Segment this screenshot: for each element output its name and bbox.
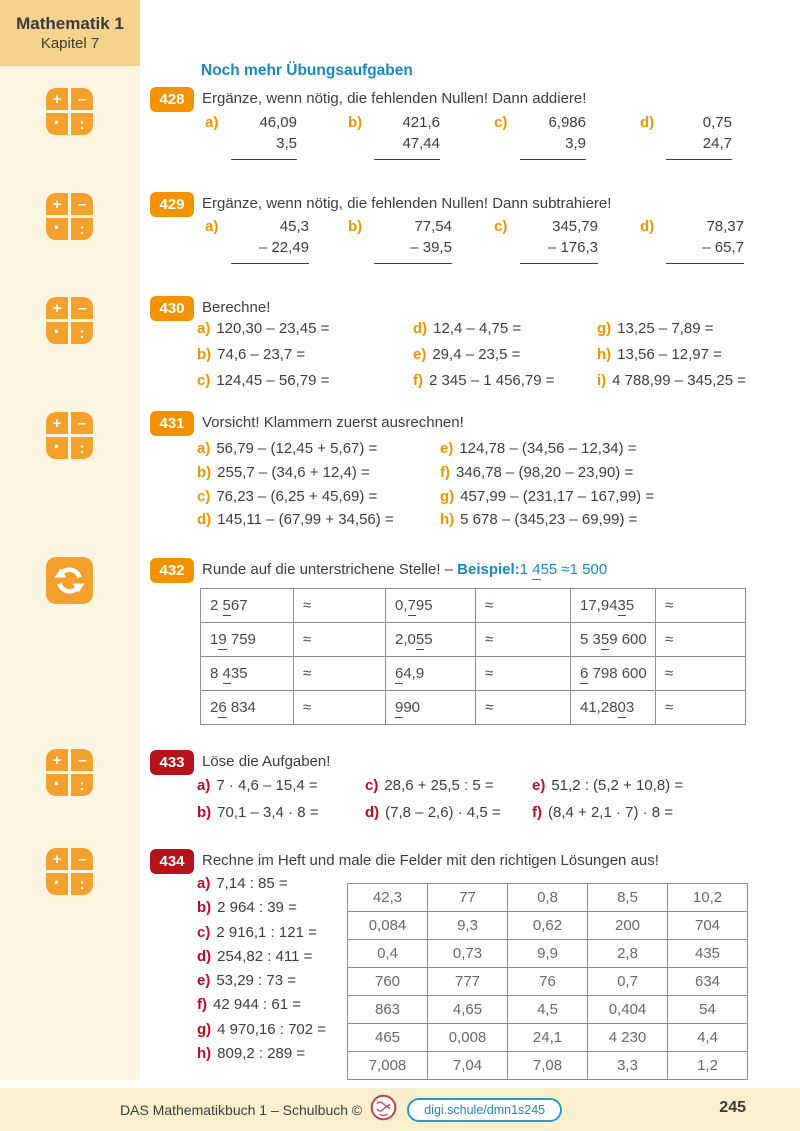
expression: 76,23 – (6,25 + 45,69) = [216, 487, 378, 505]
grid-cell: 0,62 [508, 912, 588, 940]
math-item: f) (8,4 + 2,1 · 7) · 8 = [532, 804, 674, 821]
expression: 346,78 – (98,20 – 23,90) = [456, 463, 634, 481]
exercise-430-instruction: Berechne! [202, 299, 271, 316]
example-value: 1 455 ≈1 500 [519, 561, 608, 578]
math-item: b) 74,6 – 23,7 = [197, 346, 306, 363]
grid-cell: 0,404 [588, 996, 668, 1024]
exercise-badge-432: 432 [150, 558, 194, 583]
table-row [348, 968, 748, 996]
minuend: 78,37 [706, 218, 744, 235]
calculator-operations-icon: + – · : [46, 848, 93, 895]
exercise-429-instruction: Ergänze, wenn nötig, die fehlenden Nullen! Dann subtrahiere! [202, 195, 612, 212]
grid-cell: 4,4 [668, 1024, 748, 1052]
grid-cell: 465 [348, 1024, 428, 1052]
math-item: b) 255,7 – (34,6 + 12,4) = [197, 463, 370, 481]
expression: 70,1 – 3,4 · 8 = [217, 804, 319, 821]
grid-cell: 4,65 [428, 996, 508, 1024]
grid-cell: 760 [348, 968, 428, 996]
table-row [348, 1052, 748, 1080]
grid-cell: 0,73 [428, 940, 508, 968]
grid-cell: 9,9 [508, 940, 588, 968]
instruction-text: Runde auf die unterstrichene Stelle! – [202, 561, 453, 578]
grid-cell: 435 [668, 940, 748, 968]
exercise-badge-430: 430 [150, 296, 194, 321]
item-label: c) [494, 114, 508, 131]
addition-problem [640, 114, 732, 160]
subtrahend: – 65,7 [702, 239, 744, 256]
math-item: h) 13,56 – 12,97 = [597, 346, 722, 363]
math-item: d) 145,11 – (67,99 + 34,56) = [197, 511, 394, 529]
table-row [201, 691, 746, 725]
math-item: c) 2 916,1 : 121 = [197, 923, 317, 941]
exercise-430-col1 [197, 320, 329, 398]
math-item: d) 12,4 – 4,75 = [413, 320, 522, 337]
grid-cell: 1,2 [668, 1052, 748, 1080]
expression: 124,78 – (34,56 – 12,34) = [459, 440, 637, 457]
item-label: b) [348, 114, 363, 131]
minuend: 345,79 [552, 218, 598, 235]
math-item: a) 7,14 : 85 = [197, 875, 288, 892]
grid-cell: 634 [668, 968, 748, 996]
grid-cell: 0,8 [508, 884, 588, 912]
math-item: d) 254,82 : 411 = [197, 947, 313, 965]
math-item: b) 70,1 – 3,4 · 8 = [197, 804, 319, 821]
exercise-434-list [197, 875, 326, 1069]
math-item: h) 5 678 – (345,23 – 69,99) = [440, 511, 638, 529]
exercise-432-instruction [202, 561, 607, 578]
exercise-badge-434: 434 [150, 849, 194, 874]
item-label: a) [205, 218, 219, 235]
exercise-badge-433: 433 [150, 750, 194, 775]
addition-problem [494, 114, 586, 160]
math-item: c) 76,23 – (6,25 + 45,69) = [197, 487, 378, 505]
math-item: c) 28,6 + 25,5 : 5 = [365, 777, 494, 794]
grid-cell: 0,7 [588, 968, 668, 996]
rounding-number: 2 567 [201, 589, 294, 623]
approx-answer-cell: ≈ [294, 589, 386, 623]
exercise-431-col2 [440, 440, 654, 535]
addend-bottom: 3,5 [276, 135, 297, 152]
expression: 74,6 – 23,7 = [217, 346, 306, 363]
expression: 28,6 + 25,5 : 5 = [384, 777, 494, 794]
expression: 2 964 : 39 = [217, 899, 297, 917]
expression: 4 970,16 : 702 = [217, 1020, 327, 1038]
math-item: f) 42 944 : 61 = [197, 996, 301, 1014]
table-row [201, 589, 746, 623]
grid-cell: 24,1 [508, 1024, 588, 1052]
expression: 13,56 – 12,97 = [617, 346, 722, 363]
grid-cell: 42,3 [348, 884, 428, 912]
expression: 2 916,1 : 121 = [216, 923, 317, 941]
expression: 255,7 – (34,6 + 12,4) = [217, 463, 370, 481]
item-label: c) [494, 218, 508, 235]
rounding-number: 26 834 [201, 691, 294, 725]
grid-cell: 7,008 [348, 1052, 428, 1080]
rounding-arrows-icon [46, 557, 93, 604]
digi-schule-link[interactable]: digi.schule/dmn1s245 [407, 1098, 562, 1122]
example-label: Beispiel: [457, 561, 520, 578]
book-title: Mathematik 1 [16, 14, 124, 33]
minuend: 77,54 [414, 218, 452, 235]
grid-cell: 54 [668, 996, 748, 1024]
approx-answer-cell: ≈ [656, 623, 746, 657]
rounding-number: 8 435 [201, 657, 294, 691]
exercise-433-col3 [532, 777, 683, 831]
rounding-number: 19 759 [201, 623, 294, 657]
rounding-number: 41,2803 [571, 691, 656, 725]
math-item: h) 809,2 : 289 = [197, 1045, 306, 1063]
grid-cell: 0,4 [348, 940, 428, 968]
grid-cell: 9,3 [428, 912, 508, 940]
exercise-433-instruction: Löse die Aufgaben! [202, 753, 331, 770]
approx-answer-cell: ≈ [294, 691, 386, 725]
rounding-number: 64,9 [386, 657, 476, 691]
expression: 4 788,99 – 345,25 = [612, 372, 747, 389]
minuend: 45,3 [279, 218, 309, 235]
approx-answer-cell: ≈ [476, 657, 571, 691]
addition-problem [205, 114, 297, 160]
addend-top: 46,09 [259, 114, 297, 131]
grid-cell: 777 [428, 968, 508, 996]
math-item: a) 7 · 4,6 – 15,4 = [197, 777, 318, 794]
table-row [201, 657, 746, 691]
exercise-428-instruction: Ergänze, wenn nötig, die fehlenden Nullen! Dann addiere! [202, 90, 587, 107]
addend-bottom: 3,9 [565, 135, 586, 152]
expression: 51,2 : (5,2 + 10,8) = [551, 777, 684, 794]
addend-bottom: 24,7 [702, 135, 732, 152]
grid-cell: 704 [668, 912, 748, 940]
table-row [348, 996, 748, 1024]
rounding-number: 17,9435 [571, 589, 656, 623]
expression: 120,30 – 23,45 = [216, 320, 330, 337]
math-item: e) 51,2 : (5,2 + 10,8) = [532, 777, 684, 794]
table-row [348, 1024, 748, 1052]
expression: 7,14 : 85 = [216, 875, 288, 892]
expression: 5 678 – (345,23 – 69,99) = [460, 511, 638, 529]
exercise-431-instruction: Vorsicht! Klammern zuerst ausrechnen! [202, 414, 464, 431]
grid-cell: 77 [428, 884, 508, 912]
approx-answer-cell: ≈ [656, 691, 746, 725]
expression: 13,25 – 7,89 = [617, 320, 714, 337]
math-item: a) 56,79 – (12,45 + 5,67) = [197, 440, 378, 457]
rounding-number: 0,795 [386, 589, 476, 623]
math-item: i) 4 788,99 – 345,25 = [597, 372, 747, 389]
math-item: d) (7,8 – 2,6) · 4,5 = [365, 804, 501, 821]
grid-cell: 4 230 [588, 1024, 668, 1052]
grid-cell: 7,04 [428, 1052, 508, 1080]
exercise-433-col1 [197, 777, 319, 831]
approx-answer-cell: ≈ [476, 589, 571, 623]
expression: 124,45 – 56,79 = [216, 372, 330, 389]
math-item: b) 2 964 : 39 = [197, 899, 297, 917]
exercise-434-instruction: Rechne im Heft und male die Felder mit den richtigen Lösungen aus! [202, 852, 659, 869]
subtraction-problem [205, 218, 309, 264]
exercise-431-col1 [197, 440, 394, 535]
grid-cell: 76 [508, 968, 588, 996]
exercise-badge-431: 431 [150, 411, 194, 436]
addition-problem [348, 114, 440, 160]
page-number: 245 [719, 1099, 746, 1116]
math-item: e) 124,78 – (34,56 – 12,34) = [440, 440, 637, 457]
approx-answer-cell: ≈ [294, 657, 386, 691]
math-item: e) 29,4 – 23,5 = [413, 346, 521, 363]
section-title: Noch mehr Übungsaufgaben [201, 62, 413, 79]
expression: 254,82 : 411 = [217, 947, 313, 965]
item-label: d) [640, 218, 655, 235]
subtrahend: – 176,3 [547, 239, 598, 256]
exercise-badge-428: 428 [150, 87, 194, 112]
math-item: e) 53,29 : 73 = [197, 972, 296, 990]
table-row [348, 912, 748, 940]
rounding-number: 6 798 600 [571, 657, 656, 691]
approx-answer-cell: ≈ [294, 623, 386, 657]
grid-cell: 863 [348, 996, 428, 1024]
grid-cell: 7,08 [508, 1052, 588, 1080]
calculator-operations-icon: + – · : [46, 193, 93, 240]
exercise-badge-429: 429 [150, 192, 194, 217]
table-row [201, 623, 746, 657]
math-item: c) 124,45 – 56,79 = [197, 372, 330, 389]
math-item: g) 13,25 – 7,89 = [597, 320, 714, 337]
expression: 12,4 – 4,75 = [433, 320, 522, 337]
item-label: d) [640, 114, 655, 131]
expression: 42 944 : 61 = [213, 996, 301, 1014]
grid-cell: 0,084 [348, 912, 428, 940]
subtraction-problem [640, 218, 744, 264]
approx-answer-cell: ≈ [476, 623, 571, 657]
calculator-operations-icon: + – · : [46, 412, 93, 459]
table-row [348, 940, 748, 968]
rounding-number: 2,055 [386, 623, 476, 657]
calculator-operations-icon: + – · : [46, 749, 93, 796]
approx-answer-cell: ≈ [656, 657, 746, 691]
math-item: g) 457,99 – (231,17 – 167,99) = [440, 487, 655, 505]
chapter-label: Kapitel 7 [40, 35, 100, 52]
expression: 2 345 – 1 456,79 = [429, 372, 555, 389]
exercise-430-col3 [597, 320, 746, 398]
grid-cell: 4,5 [508, 996, 588, 1024]
addend-top: 6,986 [548, 114, 586, 131]
expression: 53,29 : 73 = [216, 972, 296, 990]
subtraction-problem [348, 218, 452, 264]
item-label: b) [348, 218, 363, 235]
imprint-text: DAS Mathematikbuch 1 – Schulbuch © [120, 1101, 363, 1118]
addend-bottom: 47,44 [402, 135, 440, 152]
subtrahend: – 22,49 [258, 239, 309, 256]
subtrahend: – 39,5 [410, 239, 452, 256]
chapter-box [0, 0, 140, 66]
page-footer [0, 1088, 800, 1131]
math-item: a) 120,30 – 23,45 = [197, 320, 330, 337]
calculator-operations-icon: + – · : [46, 297, 93, 344]
expression: 56,79 – (12,45 + 5,67) = [216, 440, 378, 457]
rounding-table [200, 588, 746, 725]
exercise-433-col2 [365, 777, 501, 831]
rounding-number: 990 [386, 691, 476, 725]
addend-top: 0,75 [702, 114, 732, 131]
expression: 29,4 – 23,5 = [432, 346, 521, 363]
grid-cell: 200 [588, 912, 668, 940]
calculator-operations-icon: + – · : [46, 88, 93, 135]
expression: 145,11 – (67,99 + 34,56) = [217, 511, 394, 529]
grid-cell: 2,8 [588, 940, 668, 968]
subtraction-problem [494, 218, 598, 264]
math-item: g) 4 970,16 : 702 = [197, 1020, 327, 1038]
answer-grid [347, 883, 748, 1080]
publisher-seal-icon [370, 1094, 397, 1126]
approx-answer-cell: ≈ [476, 691, 571, 725]
table-row [348, 884, 748, 912]
expression: (7,8 – 2,6) · 4,5 = [385, 804, 501, 821]
math-item: f) 346,78 – (98,20 – 23,90) = [440, 463, 634, 481]
sidebar [0, 0, 140, 1080]
math-item: f) 2 345 – 1 456,79 = [413, 372, 555, 389]
grid-cell: 3,3 [588, 1052, 668, 1080]
expression: 457,99 – (231,17 – 167,99) = [460, 487, 655, 505]
expression: 7 · 4,6 – 15,4 = [216, 777, 318, 794]
grid-cell: 8,5 [588, 884, 668, 912]
exercise-430-col2 [413, 320, 555, 398]
item-label: a) [205, 114, 219, 131]
approx-answer-cell: ≈ [656, 589, 746, 623]
grid-cell: 0,008 [428, 1024, 508, 1052]
grid-cell: 10,2 [668, 884, 748, 912]
expression: 809,2 : 289 = [217, 1045, 306, 1063]
addend-top: 421,6 [402, 114, 440, 131]
rounding-number: 5 359 600 [571, 623, 656, 657]
expression: (8,4 + 2,1 · 7) · 8 = [548, 804, 674, 821]
